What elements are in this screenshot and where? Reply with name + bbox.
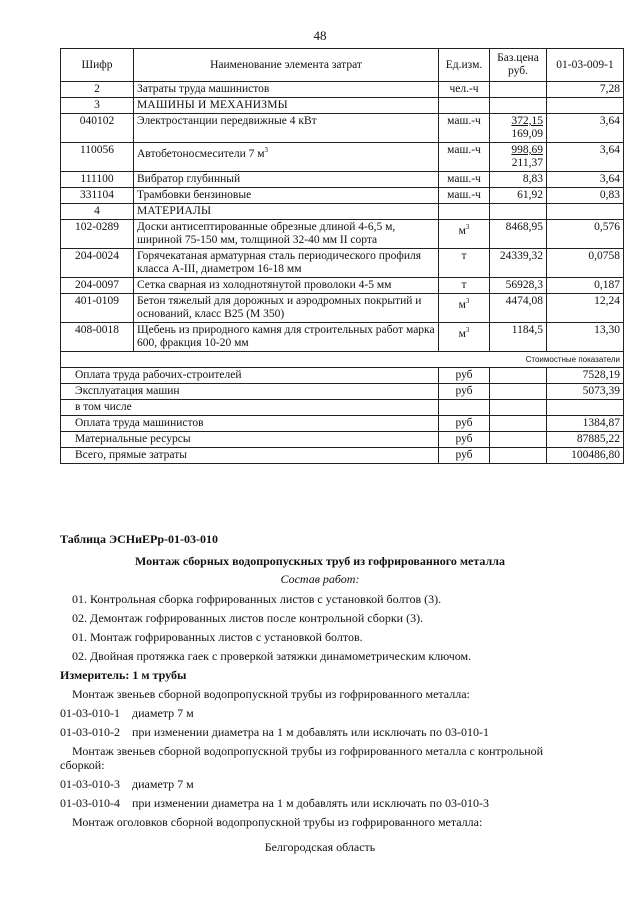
summary-name: в том числе [61, 400, 439, 416]
item-text: диаметр 7 м [132, 706, 194, 720]
measure: Измеритель: 1 м трубы [60, 668, 187, 682]
row-code: 110056 [61, 143, 134, 172]
row-total: 0,0758 [547, 249, 624, 278]
work-item: 01. Контрольная сборка гофрированных листов с установкой болтов (3). [72, 592, 442, 606]
summary-total: 100486,80 [547, 448, 624, 464]
summary-total [547, 400, 624, 416]
summary-unit: руб [439, 432, 490, 448]
labor-total: 7,28 [547, 82, 624, 98]
summary-unit: руб [439, 416, 490, 432]
row-total: 3,64 [547, 114, 624, 143]
row-code: 111100 [61, 172, 134, 188]
row-price: 4474,08 [490, 294, 547, 323]
row-total: 3,64 [547, 143, 624, 172]
summary-unit: руб [439, 384, 490, 400]
header-code: Шифр [61, 49, 134, 82]
row-name: Вибратор глубинный [134, 172, 439, 188]
header-unit: Ед.изм. [439, 49, 490, 82]
indicators-row [61, 352, 624, 368]
materials-section-code: 4 [61, 204, 134, 220]
row-name: Электростанции передвижные 4 кВт [134, 114, 439, 143]
table-row [61, 294, 624, 323]
labor-row [61, 82, 624, 98]
row-name: Автобетоносмесители 7 $м^3$ [134, 143, 439, 172]
summary-row [61, 400, 624, 416]
materials-section-title: МАТЕРИАЛЫ [134, 204, 439, 220]
row-code: 204-0097 [61, 278, 134, 294]
row-unit: $м^3$ [439, 323, 490, 352]
labor-name: Затраты труда машинистов [134, 82, 439, 98]
row-code: 204-0024 [61, 249, 134, 278]
table-row [61, 172, 624, 188]
summary-name: Эксплуатация машин [61, 384, 439, 400]
group-heading: Монтаж оголовков сборной водопропускной трубы из гофрированного металла: [72, 815, 483, 829]
item-code: 01-03-010-3 [60, 777, 120, 791]
page-number: 48 [313, 28, 327, 43]
labor-unit: чел.-ч [439, 82, 490, 98]
row-name: Бетон тяжелый для дорожных и аэродромных покрытий и оснований, класс В25 (М 350) [134, 294, 439, 323]
table-row [61, 114, 624, 143]
item-code: 01-03-010-4 [60, 796, 120, 810]
summary-row [61, 448, 624, 464]
row-total: 12,24 [547, 294, 624, 323]
row-price: 998,69 211,37 [490, 143, 547, 172]
row-total: 3,64 [547, 172, 624, 188]
item-text: диаметр 7 м [132, 777, 194, 791]
table-id: Таблица ЭСНиЕРр-01-03-010 [60, 532, 219, 546]
table-row [61, 188, 624, 204]
row-price: 24339,32 [490, 249, 547, 278]
row-price: 61,92 [490, 188, 547, 204]
row-name: Доски антисептированные обрезные длиной 4-6,5 м, шириной 75-150 мм, толщиной 32-40 мм II сорта [134, 220, 439, 249]
labor-price [490, 82, 547, 98]
row-price: 372,15 169,09 [490, 114, 547, 143]
item-code: 01-03-010-1 [60, 706, 120, 720]
table-row [61, 323, 624, 352]
row-unit: маш.-ч [439, 188, 490, 204]
row-total: 0,187 [547, 278, 624, 294]
row-unit: т [439, 278, 490, 294]
row-price: 8468,95 [490, 220, 547, 249]
row-code: 040102 [61, 114, 134, 143]
summary-name: Оплата труда рабочих-строителей [61, 368, 439, 384]
summary-row [61, 384, 624, 400]
row-price: 8,83 [490, 172, 547, 188]
machines-section-title: МАШИНЫ И МЕХАНИЗМЫ [134, 98, 439, 114]
table-row [61, 249, 624, 278]
header-total: 01-03-009-1 [547, 49, 624, 82]
row-total: 13,30 [547, 323, 624, 352]
row-total: 0,83 [547, 188, 624, 204]
item-text: при изменении диаметра на 1 м добавлять или исключать по 03-010-3 [132, 796, 489, 810]
row-name: Сетка сварная из холоднотянутой проволоки 4-5 мм [134, 278, 439, 294]
summary-row [61, 368, 624, 384]
group-heading: Монтаж звеньев сборной водопропускной трубы из гофрированного металла: [72, 687, 470, 701]
row-code: 401-0109 [61, 294, 134, 323]
row-price: 56928,3 [490, 278, 547, 294]
summary-name: Материальные ресурсы [61, 432, 439, 448]
group-heading: Монтаж звеньев сборной водопропускной трубы из гофрированного металла с контрольной [72, 744, 544, 758]
section-title: Монтаж сборных водопропускных труб из гофрированного металла [135, 554, 505, 568]
cost-table [60, 48, 624, 464]
row-unit: $м^3$ [439, 294, 490, 323]
header-price: Баз.цена руб. [490, 49, 547, 82]
indicators-label: Стоимостные показатели [61, 352, 624, 368]
row-name: Щебень из природного камня для строительных работ марка 600, фракция 10-20 мм [134, 323, 439, 352]
summary-row [61, 416, 624, 432]
summary-name: Всего, прямые затраты [61, 448, 439, 464]
summary-row [61, 432, 624, 448]
region-footer: Белгородская область [264, 840, 376, 854]
summary-unit: руб [439, 368, 490, 384]
summary-total: 5073,39 [547, 384, 624, 400]
row-unit: маш.-ч [439, 143, 490, 172]
summary-name: Оплата труда машинистов [61, 416, 439, 432]
summary-unit [439, 400, 490, 416]
row-unit: т [439, 249, 490, 278]
work-item: 02. Двойная протяжка гаек с проверкой затяжки динамометрическим ключом. [72, 649, 472, 663]
header-name: Наименование элемента затрат [134, 49, 439, 82]
row-unit: маш.-ч [439, 172, 490, 188]
summary-total: 1384,87 [547, 416, 624, 432]
row-code: 102-0289 [61, 220, 134, 249]
row-price: 1184,5 [490, 323, 547, 352]
summary-total: 87885,22 [547, 432, 624, 448]
work-item: 01. Монтаж гофрированных листов с установкой болтов. [72, 630, 363, 644]
summary-unit: руб [439, 448, 490, 464]
row-name: Трамбовки бензиновые [134, 188, 439, 204]
row-unit: маш.-ч [439, 114, 490, 143]
composition-label: Состав работ: [280, 572, 360, 586]
item-code: 01-03-010-2 [60, 725, 120, 739]
item-text: при изменении диаметра на 1 м добавлять или исключать по 03-010-1 [132, 725, 489, 739]
table-row [61, 220, 624, 249]
machines-section-code: 3 [61, 98, 134, 114]
summary-total: 7528,19 [547, 368, 624, 384]
row-name: Горячекатаная арматурная сталь периодического профиля класса А-III, диаметром 16-18 мм [134, 249, 439, 278]
row-code: 331104 [61, 188, 134, 204]
table-row [61, 143, 624, 172]
work-item: 02. Демонтаж гофрированных листов после контрольной сборки (3). [72, 611, 424, 625]
machines-section-row [61, 98, 624, 114]
row-unit: $м^3$ [439, 220, 490, 249]
row-code: 408-0018 [61, 323, 134, 352]
labor-code: 2 [61, 82, 134, 98]
materials-section-row [61, 204, 624, 220]
row-total: 0,576 [547, 220, 624, 249]
group-heading-cont: сборкой: [60, 758, 105, 772]
table-row [61, 278, 624, 294]
table-header-row [61, 49, 624, 82]
